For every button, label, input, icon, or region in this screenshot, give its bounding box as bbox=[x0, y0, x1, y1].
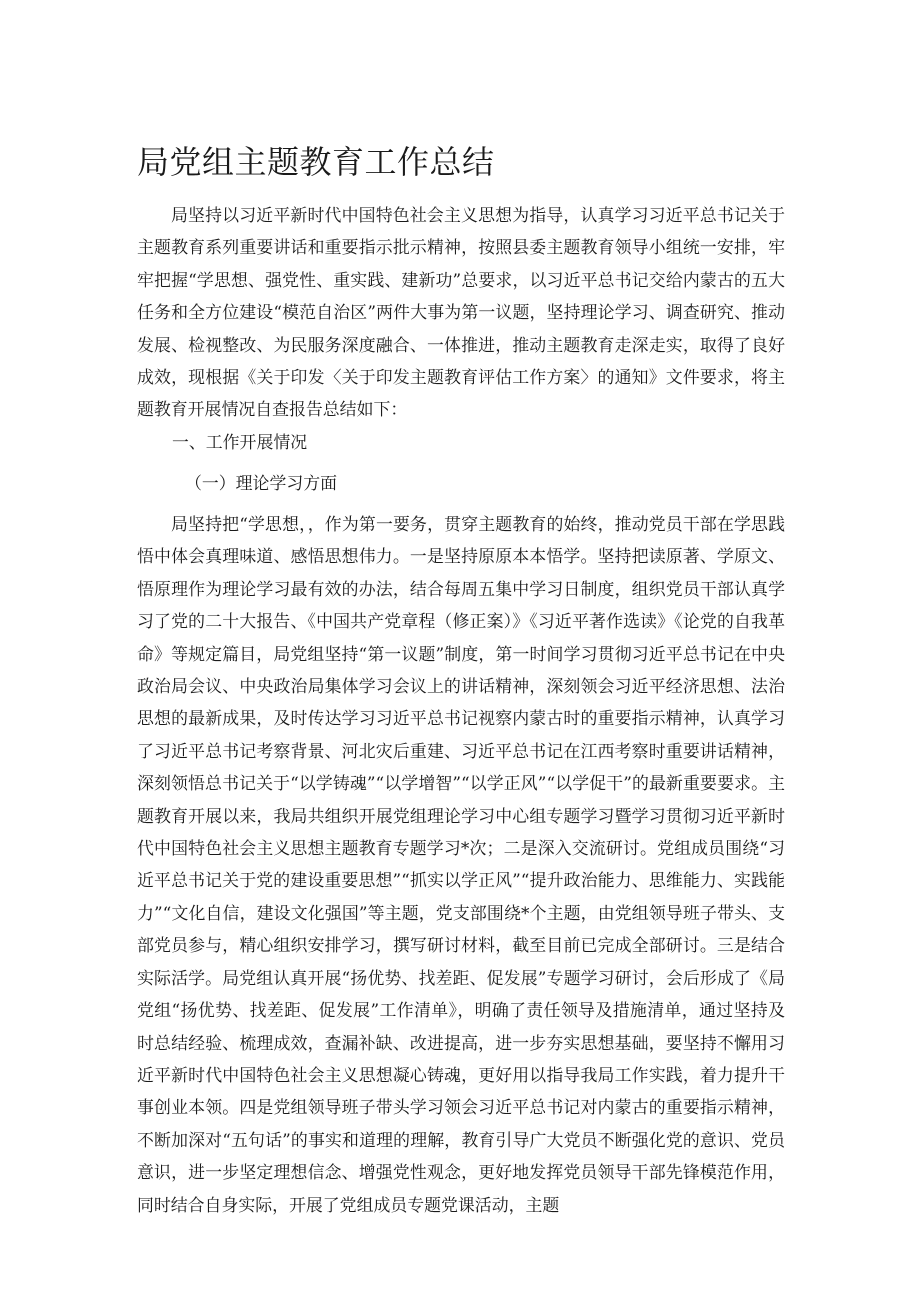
document-title: 局党组主题教育工作总结 bbox=[137, 143, 495, 181]
body-paragraph: 局坚持把“学思想，，作为第一要务，贯穿主题教育的始终，推动党员干部在学思践悟中体会真理味道、感悟思想伟力。一是坚持原原本本悟学。坚持把读原著、学原文、悟原理作为理论学习最有效的办法，结合每周五集中学习日制度，组织党员干部认真学习了党的二十大报告、《中国共产党章程（修正案）》《习近平著作选读》《论党的自我革命》等规定篇目，局党组坚持“第一议题”制度，第一时间学习贯彻习近平总书记在中央政治局会议、中央政治局集体学习会议上的讲话精神，深刻领会习近平经济思想、法治思想的最新成果，及时传达学习习近平总书记视察内蒙古时的重要指示精神，认真学习了习近平总书记考察背景、河北灾后重建、习近平总书记在江西考察时重要讲话精神，深刻领悟总书记关于“以学铸魂”“以学增智”“以学正风”“以学促干”的最新重要要求。主题教育开展以来，我局共组织开展党组理论学习中心组专题学习暨学习贯彻习近平新时代中国特色社会主义思想主题教育专题学习*次；二是深入交流研讨。党组成员围绕“习近平总书记关于党的建设重要思想”“抓实以学正风”“提升政治能力、思维能力、实践能力”“文化自信，建设文化强国”等主题，党支部围绕*个主题，由党组领导班子带头、支部党员参与，精心组织安排学习，撰写研讨材料，截至目前已完成全部研讨。三是结合实际活学。局党组认真开展“扬优势、找差距、促发展”专题学习研讨，会后形成了《局党组“扬优势、找差距、促发展”工作清单》，明确了责任领导及措施清单，通过坚持及时总结经验、梳理成效，查漏补缺、改进提高，进一步夯实思想基础，要坚持不懈用习近平新时代中国特色社会主义思想凝心铸魂，更好用以指导我局工作实践，着力提升干事创业本领。四是党组领导班子带头学习领会习近平总书记对内蒙古的重要指示精神，不断加深对“五句话”的事实和道理的理解，教育引导广大党员不断强化党的意识、党员意识，进一步坚定理想信念、增强党性观念，更好地发挥党员领导干部先锋模范作用，同时结合自身实际，开展了党组成员专题党课活动，主题 bbox=[137, 514, 785, 1215]
intro-paragraph: 局坚持以习近平新时代中国特色社会主义思想为指导，认真学习习近平总书记关于主题教育系列重要讲话和重要指示批示精神，按照县委主题教育领导小组统一安排，牢牢把握“学思想、强党性、重实践、建新功”总要求，以习近平总书记交给内蒙古的五大任务和全方位建设“模范自治区”两件大事为第一议题，坚持理论学习、调查研究、推动发展、检视整改、为民服务深度融合、一体推进，推动主题教育走深走实，取得了良好成效，现根据《关于印发〈关于印发主题教育评估工作方案〉的通知》文件要求，将主题教育开展情况自查报告总结如下： bbox=[137, 205, 785, 420]
subsection-heading: （一）理论学习方面 bbox=[185, 473, 338, 493]
section-heading: 一、工作开展情况 bbox=[172, 432, 308, 452]
